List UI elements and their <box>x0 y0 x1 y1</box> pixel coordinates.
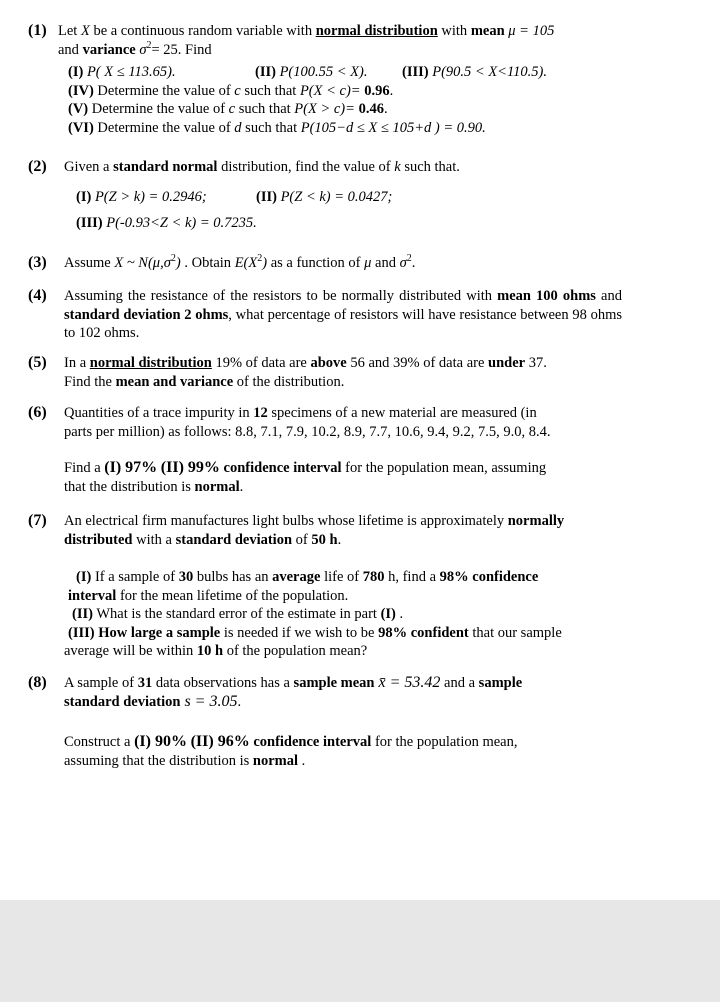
question-number: (6) <box>28 404 47 421</box>
question-body: A sample of 31 data observations has a sample mean x̄ = 53.42 and a sample standard deviation s = 3.05. Construct a (I) 90% (II) 96% confidence interval for the population mean, assuming that the distribution is normal . <box>64 674 523 769</box>
question-body: Quantities of a trace impurity in 12 specimens of a new material are measured (in parts per million) as follows: 8.8, 7.1, 7.9, 10.2, 8.9, 7.7, 10.6, 9.4, 9.2, 7.5, 9.0, 8.4. Find a (I) 97% (II) 99% confidence interval for the population mean, assuming that the distribution is normal. <box>64 405 551 495</box>
part-2: (II) P(Z < k) = 0.0427; <box>256 188 393 205</box>
part-1: (I) P(Z > k) = 0.2946; <box>76 188 207 205</box>
part-5: (V) Determine the value of c such that P(X > c)= 0.46. <box>68 101 388 117</box>
page-footer-gutter <box>0 900 720 1002</box>
part-1: (I) P( X ≤ 113.65). <box>68 64 176 80</box>
part-2: (II) P(100.55 < X). <box>255 64 368 80</box>
question-number: (3) <box>28 254 47 271</box>
question-number: (8) <box>28 674 47 691</box>
question-body: Assuming the resistance of the resistors to be normally distributed with mean 100 ohms and standard deviation 2 ohms, what percentage of resistors will have resistance between 98 ohms to 102 ohms. <box>64 288 622 341</box>
part-4: (IV) Determine the value of c such that P(X < c)= 0.96. <box>68 82 394 99</box>
part-3: (III) How large a sample is needed if we wish to be 98% confident that our sample <box>68 624 562 641</box>
part-1: (I) If a sample of 30 bulbs has an average life of 780 h, find a 98% confidence <box>76 569 539 585</box>
part-2: (II) What is the standard error of the estimate in part (I) . <box>72 606 404 622</box>
part-3: (III) P(-0.93<Z < k) = 0.7235. <box>76 215 257 231</box>
question-number: (2) <box>28 158 47 175</box>
question-body: An electrical firm manufactures light bulbs whose lifetime is approximately normally distributed with a standard deviation of 50 h. (I) If a sample of 30 bulbs has an average life of 780 h, find a 98% confidence interval for the mean lifetime of the population. (II) What is the standard error of the estimate in part (I) . (III) How large a sample is needed if we wish to be 98% confident that our sample average will be within 10 h of the population mean? <box>64 512 622 661</box>
part-3: (III) P(90.5 < X<110.5). <box>402 64 547 80</box>
question-body: Given a standard normal distribution, find the value of k such that. (I) P(Z > k) = 0.2946; (II) P(Z < k) = 0.0427; (III) P(-0.93<Z < k) = 0.7235. <box>64 158 622 233</box>
part-6: (VI) Determine the value of d such that P(105−d ≤ X ≤ 105+d ) = 0.90. <box>68 119 486 136</box>
question-number: (5) <box>28 354 47 371</box>
question-body: Assume X ~ $N(\mu,\sigma^2)$ . Obtain $E(X^2)$ as a function of μ and $\sigma^2$. <box>64 253 416 271</box>
question-body: Let X be a continuous random variable with normal distribution with mean μ = 105 and variance $\sigma^2= 25$. Find (I) P( X ≤ 113.65). (II) P(100.55 < X). (III) P(90.5 < X<110.5). (IV) Determine the value of c such that P(X < c)= 0.96. (V) Determine the value of c such that P(X > c)= 0.46. (VI) Determine the value of d such that P(105−d ≤ X ≤ 105+d ) = 0.90. <box>58 22 616 137</box>
question-body: In a normal distribution 19% of data are above 56 and 39% of data are under 37. Find the mean and variance of the distribution. <box>64 355 547 390</box>
question-number: (7) <box>28 512 47 529</box>
question-number: (4) <box>28 287 47 304</box>
question-number: (1) <box>28 22 47 39</box>
